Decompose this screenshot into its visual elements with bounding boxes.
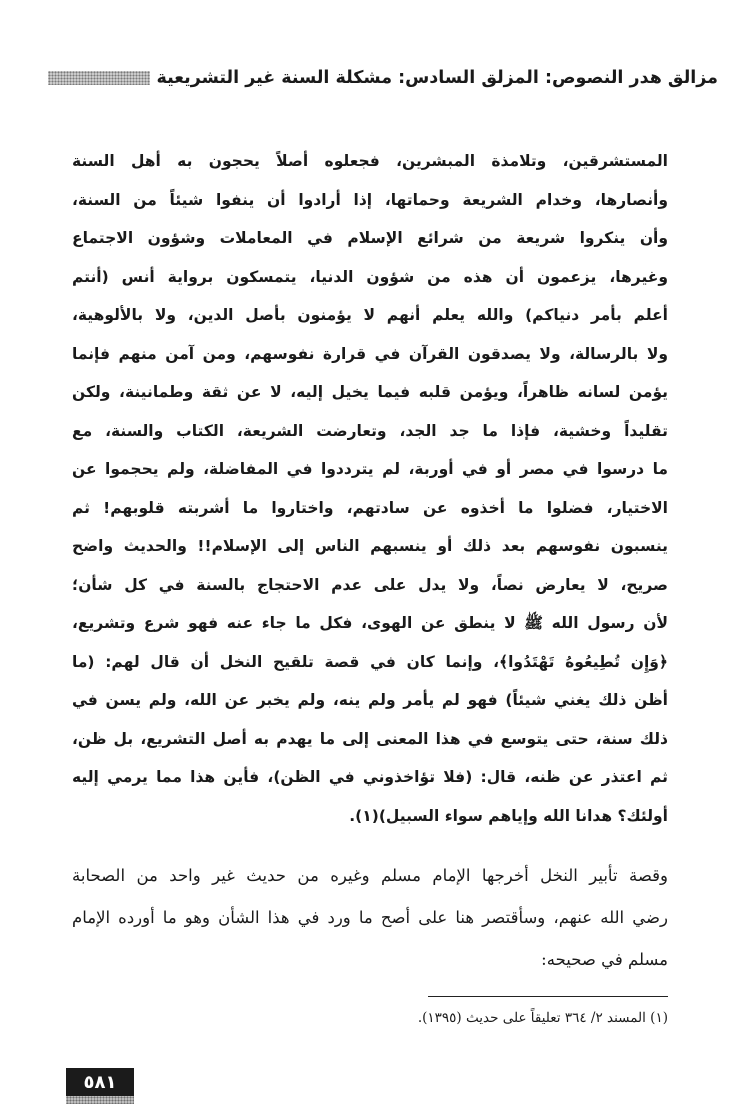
- footnote-divider: [428, 996, 668, 997]
- text-line: لأن رسول الله ﷺ لا ينطق عن الهوى، فكل ما جاء عنه فهو شرع وتشريع،: [72, 614, 668, 632]
- header-title: مزالق هدر النصوص: المزلق السادس: مشكلة السنة غير التشريعية: [156, 68, 718, 88]
- text-line: ذلك سنة، حتى يتوسع في هذا المعنى إلى ما يهدم به أصل التشريع، بل ظن،: [72, 729, 668, 748]
- text-line: تقليداً وخشية، فإذا ما جد الجد، وتعارضت الشريعة، الكتاب والسنة، مع: [72, 421, 668, 440]
- text-line: ولا بالرسالة، ولا يصدقون القرآن في قرارة نفوسهم، ومن آمن منهم فإنما: [72, 344, 668, 363]
- text-line: صريح، لا يعارض نصاً، ولا يدل على عدم الاحتجاج بالسنة في كل شأن؛: [72, 575, 668, 594]
- text-line: ثم اعتذر عن ظنه، قال: (فلا تؤاخذوني في الظن)، فأين هذا مما يرمي إليه: [72, 768, 668, 786]
- text-line: وغيرها، يزعمون أن هذه من شؤون الدنيا، يتمسكون برواية أنس (أنتم: [72, 267, 668, 286]
- text-line: وقصة تأبير النخل أخرجها الإمام مسلم وغيره من حديث غير واحد من الصحابة: [72, 866, 668, 885]
- text-line: ينسبون نفوسهم بعد ذلك أو ينسبهم الناس إلى الإسلام!! والحديث واضح: [72, 537, 668, 555]
- text-line: وأنصارها، وخدام الشريعة وحماتها، إذا أرادوا أن ينفوا شيئاً من السنة،: [72, 190, 668, 209]
- page-number: [66, 1068, 134, 1096]
- text-line: وأن ينكروا شريعة من شرائع الإسلام في المعاملات وشؤون الاجتماع: [72, 229, 668, 247]
- text-line: ما درسوا في مصر أو في أوربة، لم يترددوا في المفاضلة، ولم يحجموا عن: [72, 460, 668, 478]
- footnote: (١) المسند ٢/ ٣٦٤ تعليقاً على حديث (١٣٩٥).: [417, 1010, 668, 1026]
- header-decoration: [48, 71, 150, 85]
- text-line: المستشرقين، وتلامذة المبشرين، فجعلوه أصلاً يحجون به أهل السنة: [72, 152, 668, 170]
- text-line: ﴿وَإِن تُطِيعُوهُ تَهْتَدُوا﴾، وإنما كان في قصة تلقيح النخل أن قال لهم: (ما: [72, 652, 668, 671]
- text-line: الاختيار، فضلوا ما أخذوه عن سادتهم، واختاروا ما أشربته قلوبهم! ثم: [72, 498, 668, 517]
- page-number-decoration: [66, 1096, 134, 1104]
- page-number-text: ٥٨١: [83, 1071, 117, 1093]
- running-header: [48, 58, 718, 98]
- body-paragraph: [72, 855, 668, 981]
- quoted-passage: [72, 142, 668, 835]
- text-line: يؤمن لسانه ظاهراً، ويؤمن قلبه فيما يخيل إليه، لا عن ثقة وطمانينة، ولكن: [72, 383, 668, 401]
- text-line: أظن ذلك يغني شيئاً) فهو لم يأمر ولم ينه، ولم يخبر عن الله، ولم يسن في: [72, 691, 668, 709]
- text-line: أعلم بأمر دنياكم) والله يعلم أنهم لا يؤمنون بأصل الدين، ولا بالألوهية،: [72, 306, 668, 324]
- text-line: مسلم في صحيحه:: [541, 950, 668, 969]
- text-line: أولئك؟ هدانا الله وإياهم سواء السبيل)(١).: [349, 806, 668, 825]
- text-line: رضي الله عنهم، وسأقتصر هنا على أصح ما ورد في هذا الشأن وهو ما أورده الإمام: [72, 908, 668, 927]
